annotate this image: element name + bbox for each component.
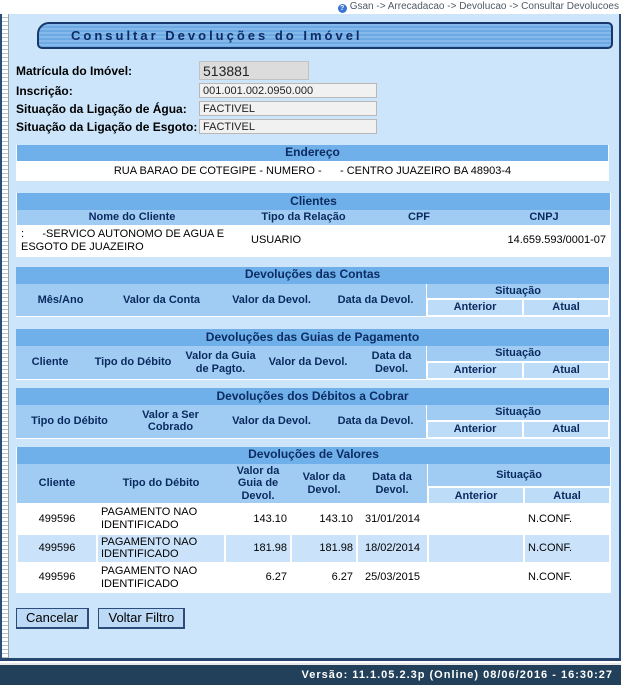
page-title-bar bbox=[37, 22, 613, 49]
guias-col-tipo-debito: Tipo do Débito bbox=[84, 346, 182, 379]
contas-col-mes-ano: Mês/Ano bbox=[16, 284, 105, 317]
valores-data-devol-cell: 25/03/2015 bbox=[357, 563, 428, 592]
valores-anterior-cell bbox=[428, 534, 524, 563]
valores-col-valor-devol: Valor da Devol. bbox=[291, 464, 357, 505]
field-row-matricula bbox=[16, 61, 619, 80]
help-icon[interactable]: ? bbox=[338, 4, 347, 13]
valores-data-devol-cell: 18/02/2014 bbox=[357, 534, 428, 563]
contas-col-anterior: Anterior bbox=[427, 299, 523, 316]
inscricao-label: Inscrição: bbox=[16, 83, 73, 98]
valores-tipo-cell: PAGAMENTO NAO IDENTIFICADO bbox=[97, 534, 225, 563]
clientes-col-tipo: Tipo da Relação bbox=[247, 210, 360, 226]
guias-col-data-devol: Data da Devol. bbox=[357, 346, 427, 379]
field-row-situacao-agua bbox=[16, 101, 619, 116]
valores-valor-devol-cell: 181.98 bbox=[291, 534, 357, 563]
valores-table-title: Devoluções de Valores bbox=[17, 447, 610, 464]
cliente-cpf-cell bbox=[360, 226, 478, 256]
valores-valor-devol-cell: 143.10 bbox=[291, 504, 357, 533]
field-row-situacao-esgoto bbox=[16, 119, 619, 134]
cliente-nome-cell: : -SERVICO AUTONOMO DE AGUA E ESGOTO DE JUAZEIRO bbox=[17, 226, 247, 256]
valores-atual-cell: N.CONF. bbox=[524, 504, 610, 533]
valores-col-tipo-debito: Tipo do Débito bbox=[97, 464, 225, 505]
debitos-col-valor-cobrado: Valor a Ser Cobrado bbox=[123, 405, 218, 438]
debitos-col-tipo-debito: Tipo do Débito bbox=[16, 405, 123, 438]
valores-col-data-devol: Data da Devol. bbox=[357, 464, 428, 505]
valores-cliente-cell: 499596 bbox=[17, 563, 97, 592]
valores-valor-guia-cell: 143.10 bbox=[225, 504, 291, 533]
situacao-agua-field[interactable] bbox=[199, 101, 377, 116]
endereco-value: RUA BARAO DE COTEGIPE - NUMERO - - CENTRO JUAZEIRO BA 48903-4 bbox=[17, 162, 608, 180]
contas-col-atual: Atual bbox=[523, 299, 609, 316]
contas-col-situacao: Situação bbox=[427, 284, 609, 300]
left-decorative-rail bbox=[2, 14, 9, 658]
guias-col-atual: Atual bbox=[523, 362, 609, 379]
breadcrumb bbox=[0, 0, 621, 14]
valores-valor-guia-cell: 6.27 bbox=[225, 563, 291, 592]
situacao-esgoto-field[interactable] bbox=[199, 119, 377, 134]
valores-col-anterior: Anterior bbox=[428, 487, 524, 504]
valores-anterior-cell bbox=[428, 563, 524, 592]
situacao-agua-label: Situação da Ligação de Água: bbox=[16, 101, 187, 116]
clientes-col-nome: Nome do Cliente bbox=[17, 210, 247, 226]
contas-table-title: Devoluções das Contas bbox=[16, 267, 609, 284]
endereco-table-title: Endereço bbox=[17, 145, 608, 162]
footer-version-text: Versão: 11.1.05.2.3p (Online) 08/06/2016 - 16:30:27 bbox=[301, 669, 613, 681]
clientes-col-cnpj: CNPJ bbox=[478, 210, 610, 226]
debitos-col-anterior: Anterior bbox=[427, 421, 523, 438]
devolucoes-contas-table bbox=[16, 267, 610, 318]
valores-anterior-cell bbox=[428, 504, 524, 533]
contas-col-data-devol: Data da Devol. bbox=[325, 284, 427, 317]
cancelar-button[interactable]: Cancelar bbox=[16, 608, 89, 629]
cliente-tipo-cell: USUARIO bbox=[247, 226, 360, 256]
devolucoes-debitos-table bbox=[16, 388, 610, 439]
endereco-table bbox=[16, 145, 609, 181]
debitos-col-atual: Atual bbox=[523, 421, 609, 438]
valores-valor-guia-cell: 181.98 bbox=[225, 534, 291, 563]
cliente-cnpj-cell: 14.659.593/0001-07 bbox=[478, 226, 610, 256]
clientes-row bbox=[17, 226, 610, 256]
valores-atual-cell: N.CONF. bbox=[524, 563, 610, 592]
valores-col-atual: Atual bbox=[524, 487, 610, 504]
main-panel bbox=[0, 14, 621, 661]
debitos-col-data-devol: Data da Devol. bbox=[325, 405, 427, 438]
debitos-table-title: Devoluções dos Débitos a Cobrar bbox=[16, 388, 609, 405]
devolucoes-guias-table bbox=[16, 329, 610, 380]
matricula-label: Matrícula do Imóvel: bbox=[16, 63, 133, 78]
debitos-col-valor-devol: Valor da Devol. bbox=[218, 405, 325, 438]
footer-version-bar bbox=[0, 665, 621, 685]
breadcrumb-text: Gsan -> Arrecadacao -> Devolucao -> Consultar Devolucoes bbox=[349, 1, 619, 12]
valores-col-valor-guia: Valor da Guia de Devol. bbox=[225, 464, 291, 505]
valores-row bbox=[17, 534, 610, 563]
guias-col-situacao: Situação bbox=[427, 346, 609, 362]
guias-col-valor-guia: Valor da Guia de Pagto. bbox=[182, 346, 259, 379]
valores-row bbox=[17, 504, 610, 533]
inscricao-field[interactable] bbox=[199, 83, 377, 98]
valores-tipo-cell: PAGAMENTO NAO IDENTIFICADO bbox=[97, 563, 225, 592]
clientes-table bbox=[16, 193, 611, 257]
clientes-table-title: Clientes bbox=[17, 193, 610, 210]
debitos-col-situacao: Situação bbox=[427, 405, 609, 421]
valores-cliente-cell: 499596 bbox=[17, 534, 97, 563]
devolucoes-valores-table bbox=[16, 447, 611, 594]
clientes-col-cpf: CPF bbox=[360, 210, 478, 226]
valores-row bbox=[17, 563, 610, 592]
valores-tipo-cell: PAGAMENTO NAO IDENTIFICADO bbox=[97, 504, 225, 533]
contas-col-valor-devol: Valor da Devol. bbox=[218, 284, 325, 317]
valores-cliente-cell: 499596 bbox=[17, 504, 97, 533]
voltar-filtro-button[interactable]: Voltar Filtro bbox=[98, 608, 185, 629]
guias-col-cliente: Cliente bbox=[16, 346, 84, 379]
valores-atual-cell: N.CONF. bbox=[524, 534, 610, 563]
matricula-field[interactable] bbox=[199, 61, 309, 80]
valores-valor-devol-cell: 6.27 bbox=[291, 563, 357, 592]
valores-col-cliente: Cliente bbox=[17, 464, 97, 505]
button-row bbox=[16, 608, 619, 629]
valores-data-devol-cell: 31/01/2014 bbox=[357, 504, 428, 533]
guias-col-anterior: Anterior bbox=[427, 362, 523, 379]
situacao-esgoto-label: Situação da Ligação de Esgoto: bbox=[16, 119, 198, 134]
valores-col-situacao: Situação bbox=[428, 464, 610, 488]
guias-col-valor-devol: Valor da Devol. bbox=[259, 346, 357, 379]
property-summary-form bbox=[16, 61, 619, 134]
page-title: Consultar Devoluções do Imóvel bbox=[71, 28, 363, 43]
contas-col-valor-conta: Valor da Conta bbox=[105, 284, 218, 317]
guias-table-title: Devoluções das Guias de Pagamento bbox=[16, 329, 609, 346]
field-row-inscricao bbox=[16, 83, 619, 98]
